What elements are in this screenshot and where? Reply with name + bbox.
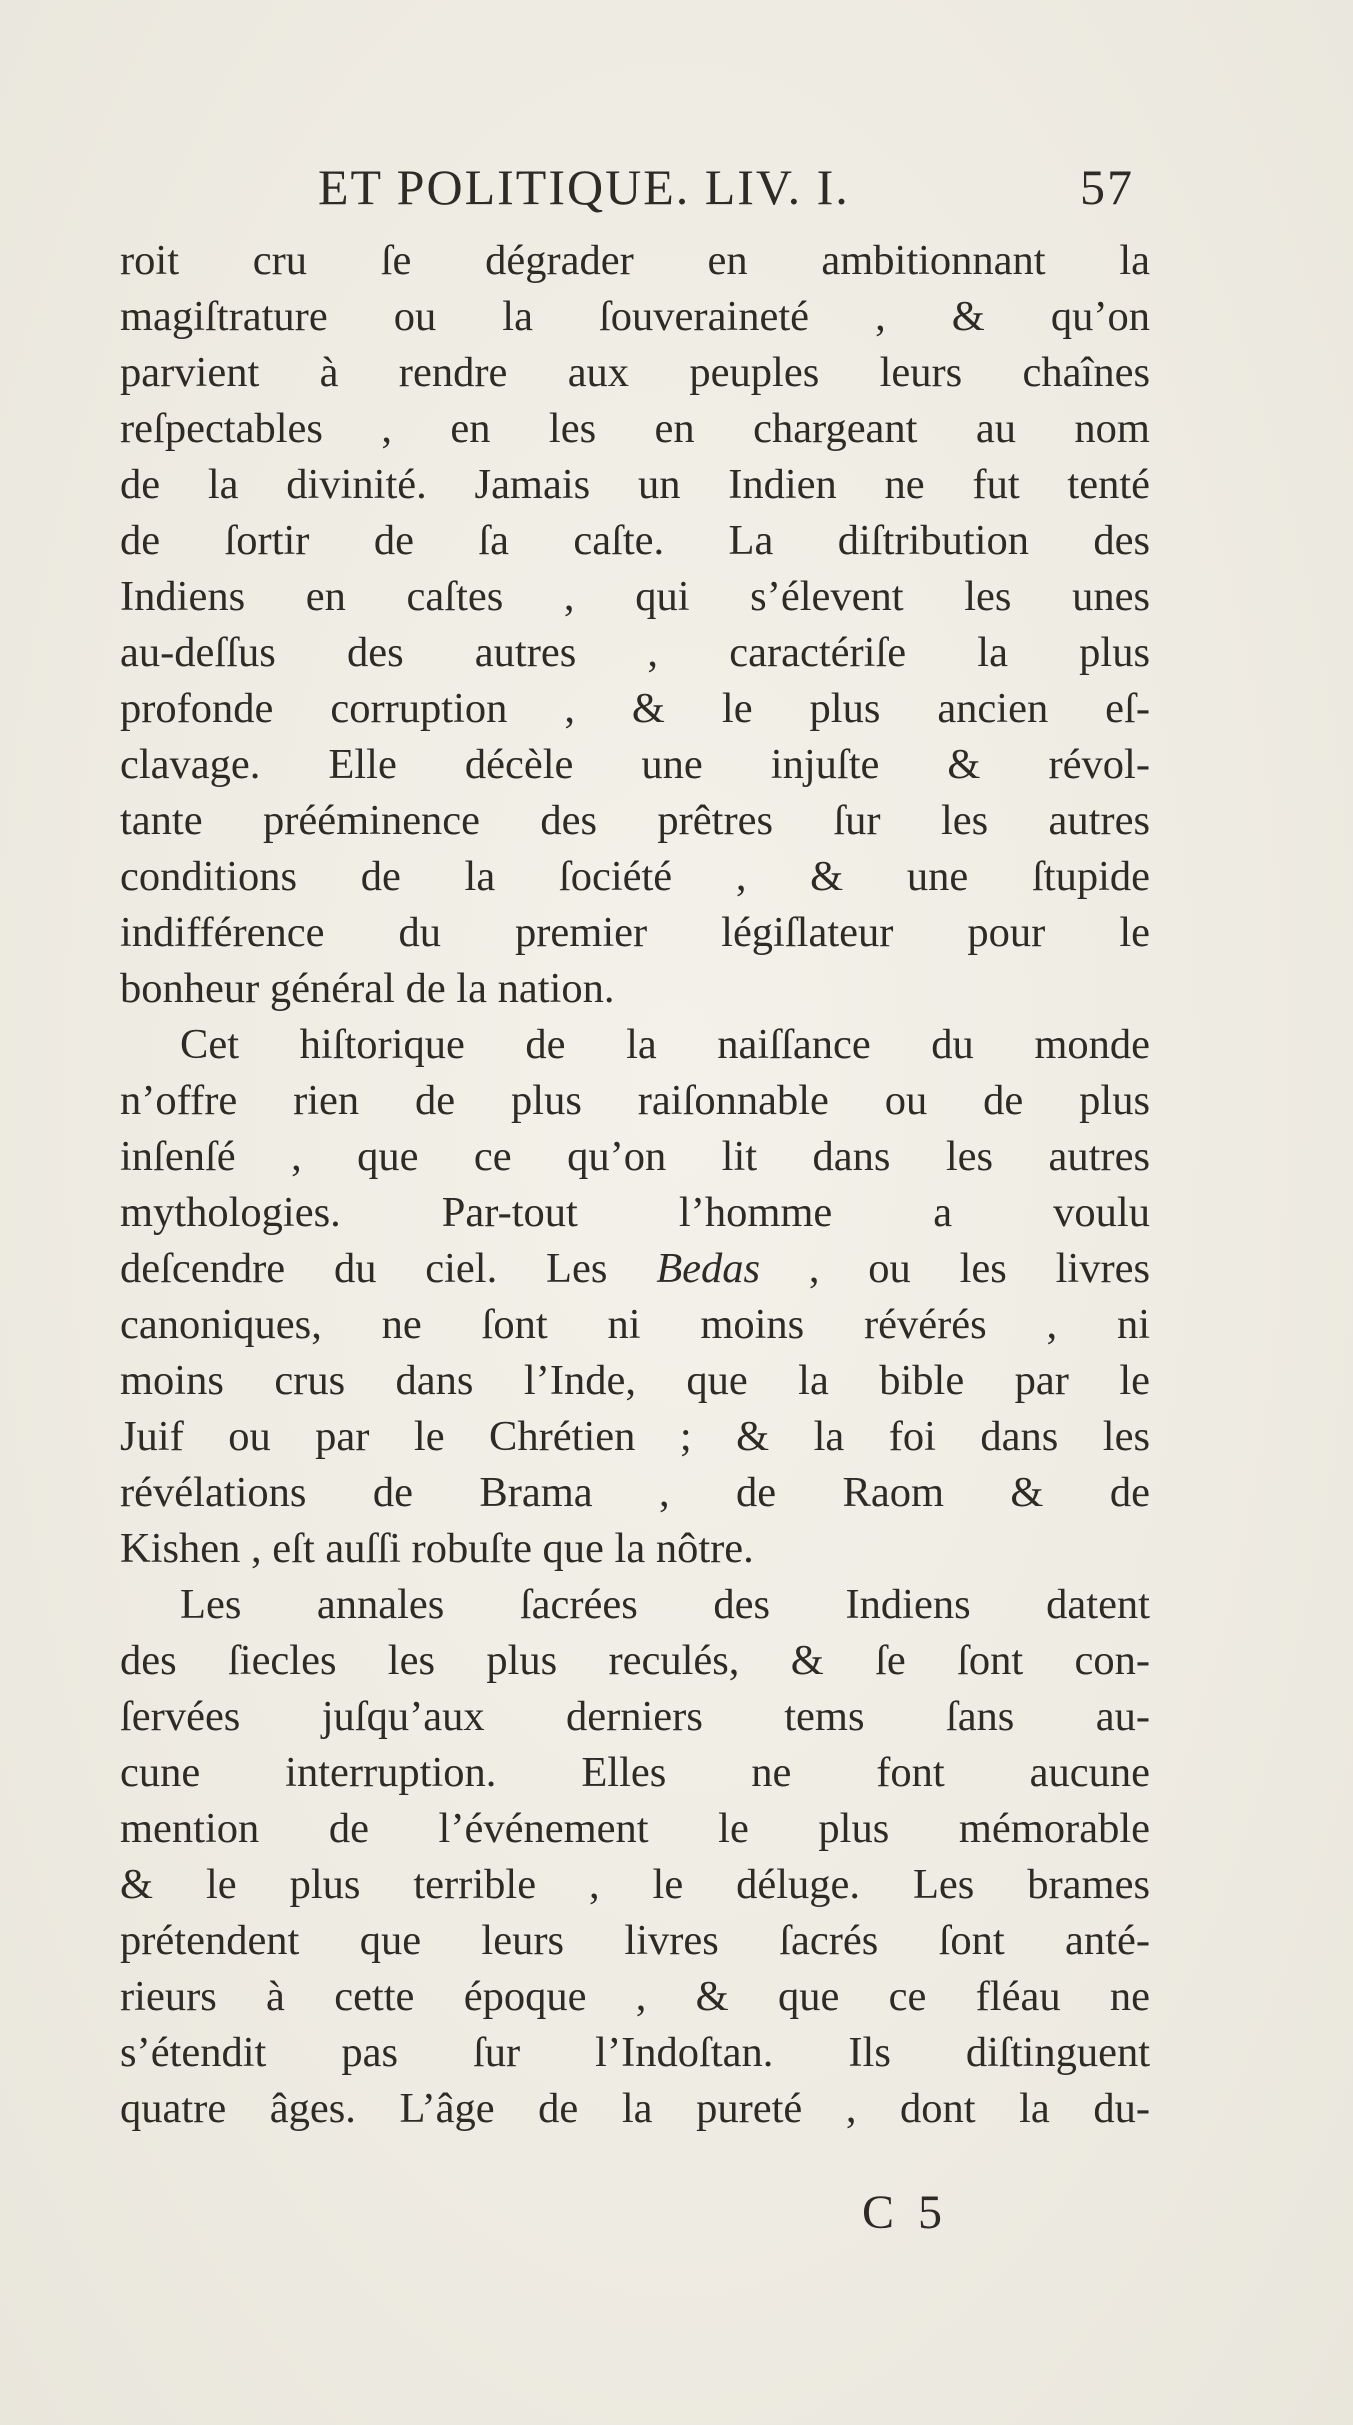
text-line: prétendent que leurs livres ſacrés ſont anté-	[120, 1917, 1150, 1964]
text-line: Indiens en caſtes , qui s’élevent les unes	[120, 573, 1150, 620]
text-line: tante prééminence des prêtres ſur les autres	[120, 797, 1150, 844]
text-line: de la divinité. Jamais un Indien ne fut tenté	[120, 461, 1150, 508]
text-line: de ſortir de ſa caſte. La diſtribution des	[120, 517, 1150, 564]
text-line: parvient à rendre aux peuples leurs chaînes	[120, 349, 1150, 396]
text-line: roit cru ſe dégrader en ambitionnant la	[120, 237, 1150, 284]
text-line: clavage. Elle décèle une injuſte & révol-	[120, 741, 1150, 788]
text-line: inſenſé , que ce qu’on lit dans les autres	[120, 1133, 1150, 1180]
text-line: bonheur général de la nation.	[120, 965, 615, 1012]
page-number: 57	[1080, 159, 1134, 215]
text-line: moins crus dans l’Inde, que la bible par le	[120, 1357, 1150, 1404]
text-line: ſervées juſqu’aux derniers tems ſans au-	[120, 1693, 1150, 1740]
text-line: quatre âges. L’âge de la pureté , dont la du-	[120, 2085, 1150, 2132]
text-line: deſcendre du ciel. Les Bedas , ou les livres	[120, 1245, 1150, 1292]
text-line: Cet hiſtorique de la naiſſance du monde	[180, 1021, 1150, 1068]
text-line: mythologies. Par-tout l’homme a voulu	[120, 1189, 1150, 1236]
text-line: n’offre rien de plus raiſonnable ou de plus	[120, 1077, 1150, 1124]
text-line: canoniques, ne ſont ni moins révérés , ni	[120, 1301, 1150, 1348]
text-line: & le plus terrible , le déluge. Les brames	[120, 1861, 1150, 1908]
signature-mark: C 5	[862, 2186, 949, 2239]
text-line: Juif ou par le Chrétien ; & la foi dans les	[120, 1413, 1150, 1460]
text-line: indifférence du premier légiſlateur pour le	[120, 909, 1150, 956]
text-line: reſpectables , en les en chargeant au nom	[120, 405, 1150, 452]
body-text	[120, 233, 1150, 2137]
running-head: ET POLITIQUE. LIV. I.	[318, 159, 850, 215]
text-line: des ſiecles les plus reculés, & ſe ſont con-	[120, 1637, 1150, 1684]
text-line: cune interruption. Elles ne font aucune	[120, 1749, 1150, 1796]
text-line: Kishen , eſt auſſi robuſte que la nôtre.	[120, 1525, 754, 1572]
text-line: magiſtrature ou la ſouveraineté , & qu’on	[120, 293, 1150, 340]
text-line: au-deſſus des autres , caractériſe la plus	[120, 629, 1150, 676]
text-line: mention de l’événement le plus mémorable	[120, 1805, 1150, 1852]
text-line: s’étendit pas ſur l’Indoſtan. Ils diſtinguent	[120, 2029, 1150, 2076]
page-header	[0, 158, 1353, 228]
text-line: rieurs à cette époque , & que ce fléau ne	[120, 1973, 1150, 2020]
text-line: profonde corruption , & le plus ancien eſ-	[120, 685, 1150, 732]
text-line: conditions de la ſociété , & une ſtupide	[120, 853, 1150, 900]
text-line: révélations de Brama , de Raom & de	[120, 1469, 1150, 1516]
text-line: Les annales ſacrées des Indiens datent	[180, 1581, 1150, 1628]
